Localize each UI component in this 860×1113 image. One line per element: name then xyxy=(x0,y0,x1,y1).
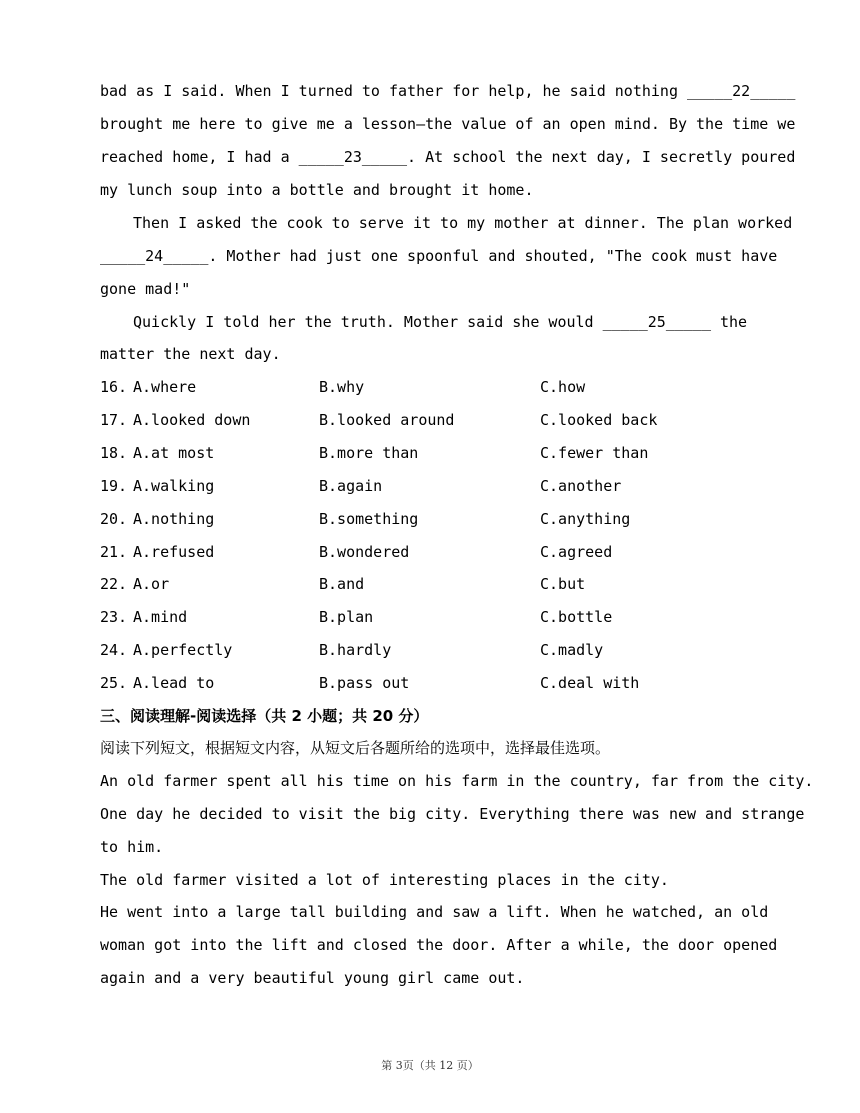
option-b: B.something xyxy=(319,510,419,528)
option-c: C.fewer than xyxy=(540,444,649,462)
option-b: B.again xyxy=(319,477,383,495)
option-c: C.madly xyxy=(540,641,604,659)
question-number: 17. xyxy=(100,411,128,429)
option-c: C.anything xyxy=(540,510,631,528)
question-number: 16. xyxy=(100,378,128,396)
option-c: C.how xyxy=(540,378,586,396)
option-c: C.another xyxy=(540,477,622,495)
passage-line-4: my lunch soup into a bottle and brought it home. xyxy=(100,181,534,199)
option-a: A.mind xyxy=(133,608,188,626)
option-b: B.plan xyxy=(319,608,374,626)
option-a: A.looked down xyxy=(133,411,251,429)
option-b: B.looked around xyxy=(319,411,455,429)
passage-line-5: Then I asked the cook to serve it to my mother at dinner. The plan worked xyxy=(133,214,793,232)
section-heading: 三、阅读理解-阅读选择（共 2 小题；共 20 分） xyxy=(100,707,429,725)
question-number: 24. xyxy=(100,641,128,659)
passage-line-9: matter the next day. xyxy=(100,345,281,363)
reading-line-6: woman got into the lift and closed the door. After a while, the door opened xyxy=(100,936,778,954)
question-18-options xyxy=(100,443,800,463)
option-a: A.perfectly xyxy=(133,641,233,659)
passage-line-3: reached home, I had a _____23_____. At school the next day, I secretly poured xyxy=(100,148,796,166)
question-number: 25. xyxy=(100,674,128,692)
option-a: A.at most xyxy=(133,444,215,462)
section-instruction: 阅读下列短文，根据短文内容，从短文后各题所给的选项中，选择最佳选项。 xyxy=(100,739,611,757)
page-footer: 第 3页（共 12 页） xyxy=(381,1059,479,1072)
option-a: A.or xyxy=(133,575,170,593)
question-number: 18. xyxy=(100,444,128,462)
question-number: 21. xyxy=(100,543,128,561)
option-c: C.agreed xyxy=(540,543,613,561)
reading-line-1: An old farmer spent all his time on his farm in the country, far from the city. xyxy=(100,772,814,790)
passage-line-1: bad as I said. When I turned to father for help, he said nothing _____22_____ xyxy=(100,82,796,100)
passage-line-7: gone mad!" xyxy=(100,280,191,298)
option-b: B.pass out xyxy=(319,674,410,692)
option-a: A.refused xyxy=(133,543,215,561)
question-24-options xyxy=(100,640,800,660)
reading-line-7: again and a very beautiful young girl came out. xyxy=(100,969,525,987)
question-number: 22. xyxy=(100,575,128,593)
option-c: C.but xyxy=(540,575,586,593)
option-b: B.why xyxy=(319,378,365,396)
passage-line-8: Quickly I told her the truth. Mother said she would _____25_____ the xyxy=(133,313,748,331)
option-a: A.nothing xyxy=(133,510,215,528)
option-a: A.where xyxy=(133,378,197,396)
option-c: C.deal with xyxy=(540,674,640,692)
question-25-options xyxy=(100,673,800,693)
question-number: 19. xyxy=(100,477,128,495)
question-21-options xyxy=(100,542,800,562)
option-c: C.looked back xyxy=(540,411,658,429)
question-16-options xyxy=(100,377,800,397)
option-a: A.walking xyxy=(133,477,215,495)
question-20-options xyxy=(100,509,800,529)
reading-line-3: to him. xyxy=(100,838,164,856)
passage-line-2: brought me here to give me a lesson—the value of an open mind. By the time we xyxy=(100,115,796,133)
option-b: B.hardly xyxy=(319,641,392,659)
option-b: B.more than xyxy=(319,444,419,462)
question-22-options xyxy=(100,574,800,594)
question-number: 23. xyxy=(100,608,128,626)
option-b: B.wondered xyxy=(319,543,410,561)
option-c: C.bottle xyxy=(540,608,613,626)
option-a: A.lead to xyxy=(133,674,215,692)
question-23-options xyxy=(100,607,800,627)
reading-line-4: The old farmer visited a lot of interesting places in the city. xyxy=(100,871,669,889)
passage-line-6: _____24_____. Mother had just one spoonful and shouted, "The cook must have xyxy=(100,247,778,265)
reading-line-2: One day he decided to visit the big city. Everything there was new and strange xyxy=(100,805,805,823)
reading-line-5: He went into a large tall building and saw a lift. When he watched, an old xyxy=(100,903,769,921)
option-b: B.and xyxy=(319,575,365,593)
question-19-options xyxy=(100,476,800,496)
question-17-options xyxy=(100,410,800,430)
question-number: 20. xyxy=(100,510,128,528)
